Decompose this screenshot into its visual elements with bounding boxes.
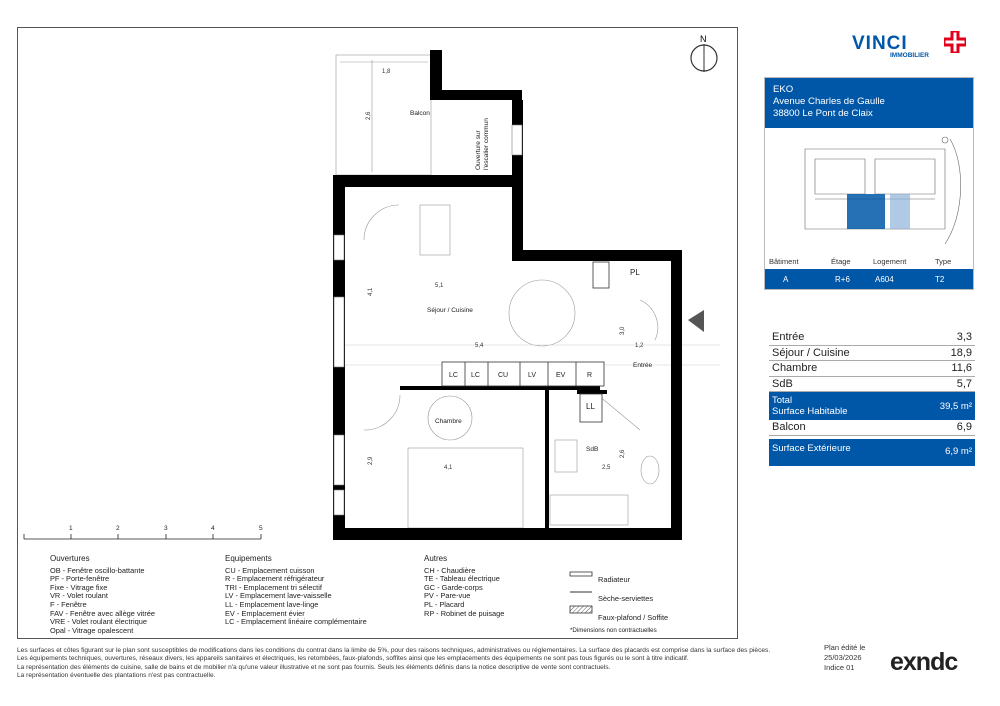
meta-values [765,269,973,289]
entry-door-arc [640,300,658,340]
surface-ext-value: 6,9 m² [945,445,972,457]
dining-table [509,280,575,346]
stair-label-2: l'escalier commun [483,118,490,170]
surface-value: 11,6 [951,362,972,374]
vinci-cross-icon [944,31,964,51]
program-header [765,78,973,128]
edition-indice: Indice 01 [824,663,855,672]
legend-item: Fixe - Vitrage fixe [50,582,108,592]
dim-11: 2,9 [368,456,374,465]
meta-floor-value: R+6 [835,275,850,284]
door-arc-2 [364,395,400,430]
room-balcon: Balcon [410,110,430,117]
program-city: 38800 Le Pont de Claix [773,108,873,119]
dim-8: 2,6 [620,449,626,458]
toilet [641,456,659,484]
scale-label-4: 4 [211,525,215,532]
radiator-icon [570,572,592,576]
surface-label: Balcon [772,421,806,433]
compass [691,34,717,72]
bed [408,448,523,528]
kitchen-lc-2: LC [471,372,480,379]
edition-info [824,643,865,673]
legend-item: PV - Pare-vue [424,591,471,601]
compass-letter: N [700,34,707,44]
disclaimer-line: La représentation des éléments de cuisine, salle de bains et de mobilier n'a qu'une valeur illustrative et ne sont pas fournis. Seuls les éléments définis dans la notice descriptive de vente sont contractuels. [17,663,611,671]
kitchen-r: R [587,372,593,379]
surface-value: 6,9 [956,421,972,433]
room-sejour: Séjour / Cuisine [427,307,473,314]
legend-item: TRI - Emplacement tri sélectif [225,582,322,592]
dim-3: 5,1 [435,283,444,289]
legend-item: LC - Emplacement linéaire complémentaire [225,617,367,627]
program-info-box [764,77,974,290]
surface-row-entree [769,330,975,346]
symbol-legend [598,570,668,627]
surface-label: Chambre [772,362,818,374]
legend-item: VRE - Volet roulant électrique [50,617,147,627]
room-sdb: SdB [586,446,599,453]
legend-item: EV - Emplacement évier [225,608,305,618]
legend-item: FAV - Fenêtre avec allège vitrée [50,608,156,618]
legend-autres-title: Autres [424,554,448,563]
surface-value: 18,9 [950,346,972,359]
disclaimer-line: La représentation éventuelle des plantations n'est pas contractuelle. [17,672,216,680]
scale-label-3: 3 [164,525,168,532]
room-entree: Entrée [633,362,653,369]
dimensions-note: *Dimensions non contractuelles [570,627,657,634]
legend-radiateur: Radiateur [598,575,631,584]
legend-faux-plafond: Faux-plafond / Soffite [598,613,669,622]
disclaimer-line: Les surfaces et côtes figurant sur le plan sont susceptibles de modifications dans les conditions du contrat dans la limite de 5%, pour des raisons techniques, administratives ou réglementaires. La surface des placards est comprise dans la surface des pièces. [17,647,771,654]
legend-item: F - Fenêtre [50,599,87,609]
entry-arrow [688,310,704,332]
vinci-logo-sub: IMMOBILIER [890,52,929,59]
kitchen-counter [442,362,604,386]
meta-type-value: T2 [935,275,945,284]
edition-label: Plan édité le [824,643,866,652]
legend-equipements-title: Equipements [225,554,272,563]
dim-6: 4,1 [368,287,374,296]
scale-label-1: 1 [69,525,73,532]
surface-row-sdb [769,377,975,393]
surface-total-value: 39,5 m² [939,401,972,412]
kitchen-chair [420,205,450,255]
legend-item: Opal - Vitrage opalescent [50,625,134,635]
door-arc-3 [598,395,640,430]
stair-label-1: Ouverture sur [475,130,482,170]
room-ll: LL [586,402,595,411]
meta-type-header: Type [935,257,952,266]
legend-item: CH - Chaudière [424,565,476,575]
architect-logo: exndc [890,648,958,676]
legend-item: TE - Tableau électrique [424,574,500,584]
meta-unit-header: Logement [873,257,907,266]
washbasin [555,440,577,472]
meta-building-value: A [783,275,789,284]
program-street: Avenue Charles de Gaulle [773,96,885,107]
room-chambre: Chambre [435,418,462,425]
dim-1: 1,8 [382,69,391,75]
legend-item: VR - Volet roulant [50,591,108,601]
meta-headers [765,252,973,269]
kitchen-ev: EV [556,372,566,379]
surface-row-total [769,392,975,420]
building-locator-map [795,134,965,246]
disclaimer [17,647,770,681]
symbol-legend-icons [568,566,598,616]
legend-item: RP - Robinet de puisage [424,608,505,618]
meta-floor-header: Étage [831,257,851,266]
surface-total-label-2: Surface Habitable [772,406,848,417]
legend-equipements [225,555,367,627]
legend-ouvertures-title: Ouvertures [50,554,90,563]
dim-5: 4,1 [444,465,453,471]
room-pl: PL [630,268,640,277]
surface-row-ext [769,439,975,466]
surface-row-chambre [769,361,975,377]
scale-label-5: 5 [259,525,263,532]
kitchen-lc-1: LC [449,372,458,379]
legend-item: CU - Emplacement cuisson [225,565,315,575]
scale-label-2: 2 [116,525,120,532]
dim-10: 1,2 [635,343,644,349]
surface-label: SdB [772,377,793,390]
unit-highlight [847,194,885,229]
scale-bar [24,534,261,539]
legend-item: PF - Porte-fenêtre [50,574,110,584]
dim-4: 5,4 [475,343,484,349]
surface-ext-label: Surface Extérieure [772,442,851,454]
legend-seche-serviettes: Sèche-serviettes [598,594,654,603]
meta-unit-value: A604 [875,275,894,284]
surface-row-balcon [769,420,975,436]
surface-row-sejour [769,346,975,362]
program-name: EKO [773,84,794,95]
surface-label: Entrée [772,331,805,343]
soffit-icon [570,606,592,613]
surface-value: 5,7 [956,377,972,390]
edition-date: 25/03/2026 [824,653,862,662]
disclaimer-line: Les équipements techniques, ouvertures, réseaux divers, les appareils sanitaires et électriques, les retombées, faux-plafonds, soffites ainsi que les emplacements des équipements ne sont pas tous figurés ou le sont à titre indicatif. [17,655,689,663]
dim-7: 2,5 [602,465,611,471]
kitchen-cu: CU [498,372,509,379]
vinci-logo-text: VINCI [852,33,908,54]
dim-9: 3,0 [620,326,626,335]
legend-item: LV - Emplacement lave-vaisselle [225,591,332,601]
legend-item: PL - Placard [424,599,465,609]
vinci-logo [852,33,929,59]
dim-2: 2,6 [366,111,372,120]
legend-item: GC - Garde-corps [424,582,483,592]
legend-ouvertures [50,555,155,635]
surface-value: 3,3 [956,331,972,343]
legend-item: R - Emplacement réfrigérateur [225,574,325,584]
surface-label: Séjour / Cuisine [772,346,850,359]
surface-total-label-1: Total [772,395,793,406]
kitchen-lv: LV [528,372,537,379]
legend-item: OB - Fenêtre oscillo-battante [50,565,145,575]
surface-table [769,330,975,466]
meta-building-header: Bâtiment [769,257,799,266]
bathtub [550,495,628,525]
door-arc-1 [364,205,399,240]
legend-item: LL - Emplacement lave-linge [225,599,319,609]
legend-autres [424,555,504,618]
